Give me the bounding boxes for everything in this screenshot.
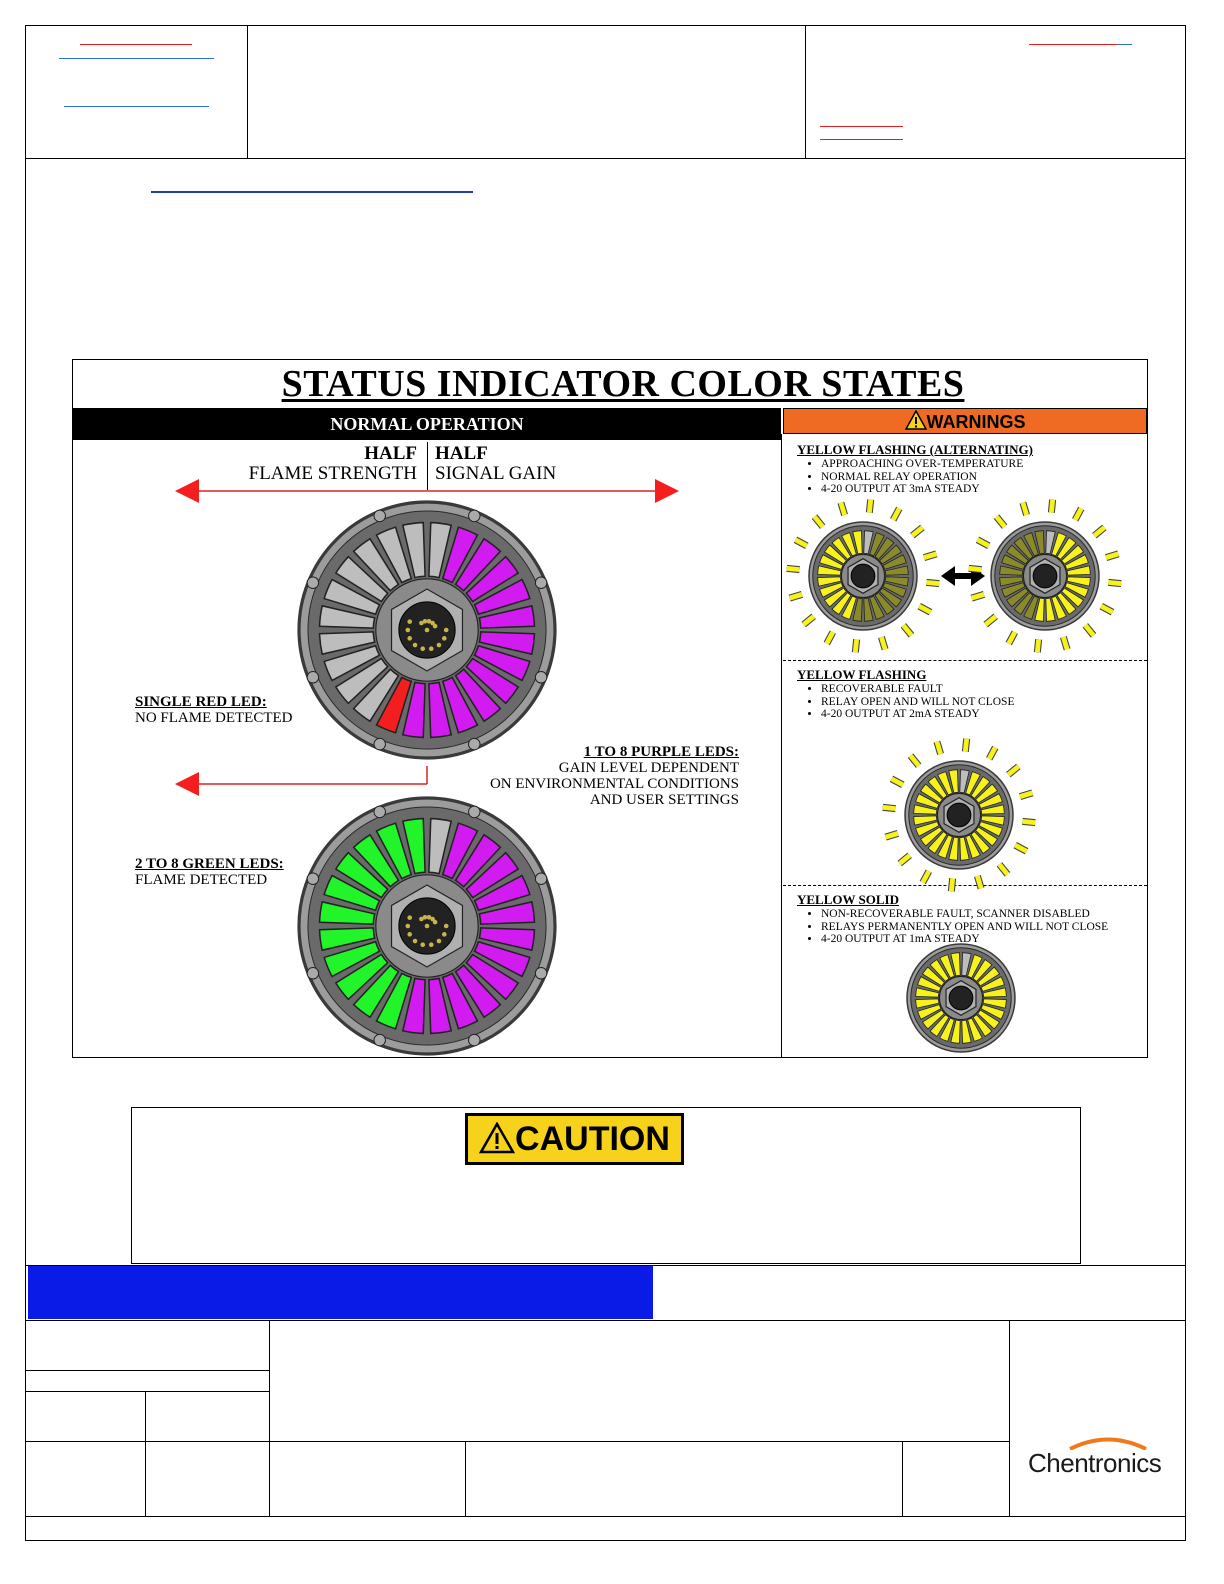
caution-box	[131, 1107, 1081, 1264]
warning-item: • RELAY OPEN AND WILL NOT CLOSE	[821, 696, 1142, 709]
caution-badge	[465, 1113, 684, 1165]
light-ray	[855, 639, 856, 652]
titleblock-line	[269, 1320, 270, 1516]
green-led-title: 2 TO 8 GREEN LEDS:	[135, 856, 284, 872]
connector-pin	[413, 939, 418, 944]
light-ray	[804, 616, 814, 624]
light-ray	[883, 807, 896, 808]
connector-pin	[423, 619, 428, 624]
green-led-text: FLAME DETECTED	[135, 872, 268, 888]
scanner-yellow-flashing	[883, 739, 1036, 892]
light-ray	[891, 779, 902, 785]
warning-item: • APPROACHING OVER-TEMPERATURE	[821, 458, 1142, 471]
scanner-flame-detected	[299, 798, 555, 1054]
purple-led-line: ON ENVIRONMENTAL CONDITIONS	[489, 776, 739, 792]
connector-pin	[420, 942, 425, 947]
light-ray	[893, 508, 899, 519]
warning-item: • 4-20 OUTPUT AT 1mA STEADY	[821, 933, 1142, 946]
half-left-text: FLAME STRENGTH	[248, 463, 417, 484]
warning-item: • 4-20 OUTPUT AT 3mA STEADY	[821, 483, 1142, 496]
light-ray	[996, 517, 1004, 527]
purple-led-line: GAIN LEVEL DEPENDENT	[558, 760, 739, 776]
warning-item: • NORMAL RELAY OPERATION	[821, 471, 1142, 484]
light-ray	[903, 625, 911, 635]
scanner-yellow-solid	[907, 944, 1015, 1052]
screw	[307, 968, 319, 980]
green-led-label	[135, 856, 335, 888]
half-left-bold: HALF	[364, 443, 417, 464]
header-divider	[25, 158, 1186, 159]
light-ray	[910, 756, 918, 766]
green-arrow	[175, 766, 427, 796]
light-ray	[977, 540, 988, 546]
section-link-underline	[151, 191, 473, 193]
warning-item: • RECOVERABLE FAULT	[821, 683, 1142, 696]
light-ray	[787, 568, 800, 569]
warnings-header	[783, 408, 1147, 434]
light-ray	[965, 739, 966, 752]
connector-pin	[429, 646, 434, 651]
status-indicator-figure	[72, 359, 1148, 1058]
red-led-text: NO FLAME DETECTED	[135, 710, 293, 726]
titleblock-line	[902, 1441, 903, 1516]
connector	[851, 564, 875, 588]
warning-alternating	[797, 442, 1142, 496]
connector-pin	[407, 932, 412, 937]
screw	[535, 577, 547, 589]
connector-pin	[442, 636, 447, 641]
connector-pin	[425, 628, 430, 633]
warnings-graphic	[783, 490, 1147, 1058]
connector-pin	[407, 915, 412, 920]
purple-led-line: AND USER SETTINGS	[589, 792, 739, 808]
light-ray	[1101, 606, 1112, 612]
light-ray	[989, 747, 995, 758]
connector	[949, 986, 973, 1010]
light-ray	[900, 855, 910, 863]
connector-pin	[423, 915, 428, 920]
connector-pin	[433, 920, 438, 925]
light-ray	[1008, 766, 1018, 774]
scanner-no-flame	[299, 502, 555, 758]
light-ray	[1085, 625, 1093, 635]
warning-item: • NON-RECOVERABLE FAULT, SCANNER DISABLED	[821, 908, 1142, 921]
normal-operation-header: NORMAL OPERATION	[73, 408, 781, 440]
light-ray	[1108, 582, 1121, 583]
titleblock-line	[145, 1391, 146, 1516]
screw	[535, 968, 547, 980]
connector-pin	[442, 932, 447, 937]
light-ray	[986, 616, 996, 624]
warning-title: YELLOW FLASHING	[797, 667, 927, 682]
screw	[374, 738, 386, 750]
screw	[469, 1034, 481, 1046]
titleblock-line	[25, 1391, 269, 1392]
header-redline	[80, 44, 192, 45]
light-ray	[869, 500, 870, 513]
connector-pin	[405, 924, 410, 929]
connector	[1033, 564, 1057, 588]
logo-text: Chentronics	[1028, 1448, 1162, 1478]
header-redline	[820, 139, 903, 140]
red-led-title: SINGLE RED LED:	[135, 694, 267, 710]
titleblock-line	[1009, 1320, 1010, 1516]
warning-icon	[479, 1120, 515, 1166]
double-arrow	[175, 479, 679, 503]
light-ray	[1075, 508, 1081, 519]
titleblock-line	[25, 1265, 1186, 1266]
purple-led-title: 1 TO 8 PURPLE LEDS:	[583, 744, 739, 760]
light-ray	[969, 568, 982, 569]
light-ray	[827, 632, 833, 643]
light-ray	[951, 878, 952, 891]
screw	[307, 577, 319, 589]
light-ray	[1051, 500, 1052, 513]
titleblock-line	[25, 1516, 1186, 1517]
light-ray	[1009, 632, 1015, 643]
header-divider-right	[805, 25, 806, 158]
warnings-label: WARNINGS	[926, 412, 1026, 432]
warning-title: YELLOW SOLID	[797, 892, 899, 907]
header-blueline	[59, 58, 214, 59]
warning-icon	[905, 410, 927, 437]
half-right-bold: HALF	[435, 443, 488, 464]
connector-pin	[407, 619, 412, 624]
screw	[469, 510, 481, 522]
light-ray	[999, 864, 1007, 874]
caution-label: CAUTION	[515, 1120, 670, 1158]
connector-pin	[433, 624, 438, 629]
light-ray	[814, 517, 822, 527]
connector-pin	[405, 628, 410, 633]
connector-pin	[407, 636, 412, 641]
highlight-bar	[28, 1266, 653, 1319]
half-right-text: SIGNAL GAIN	[435, 463, 557, 484]
screw	[307, 672, 319, 684]
header-blueline	[64, 106, 209, 107]
header-redline	[1029, 44, 1117, 45]
figure-title: STATUS INDICATOR COLOR STATES	[281, 363, 965, 405]
connector-pin	[425, 924, 430, 929]
titleblock-line	[25, 1320, 1186, 1321]
screw	[374, 510, 386, 522]
red-led-label	[135, 694, 335, 726]
titleblock-line	[465, 1441, 466, 1516]
purple-led-label	[453, 744, 739, 808]
screw	[535, 672, 547, 684]
screw	[535, 873, 547, 885]
light-ray	[1037, 639, 1038, 652]
connector	[947, 803, 971, 827]
connector-pin	[437, 939, 442, 944]
light-ray	[1015, 845, 1026, 851]
connector-pin	[420, 646, 425, 651]
light-ray	[923, 871, 929, 882]
scanner-yellow-alternating-a	[787, 500, 940, 653]
connector-pin	[444, 924, 449, 929]
header-divider-left	[247, 25, 248, 158]
warning-title: YELLOW FLASHING (ALTERNATING)	[797, 442, 1033, 457]
titleblock-line	[25, 1370, 269, 1371]
header-blueline	[1117, 44, 1132, 45]
company-logo	[1028, 1438, 1168, 1480]
connector-pin	[444, 628, 449, 633]
connector-pin	[429, 942, 434, 947]
screw	[374, 806, 386, 818]
light-ray	[795, 540, 806, 546]
figure-separator	[781, 434, 782, 1058]
light-ray	[1094, 527, 1104, 535]
header-redline	[820, 126, 903, 127]
scanner-yellow-alternating-b	[969, 500, 1122, 653]
light-ray	[912, 527, 922, 535]
warning-item: • 4-20 OUTPUT AT 2mA STEADY	[821, 708, 1142, 721]
light-ray	[1022, 821, 1035, 822]
screw	[374, 1034, 386, 1046]
light-ray	[926, 582, 939, 583]
light-ray	[919, 606, 930, 612]
connector-pin	[413, 643, 418, 648]
titleblock-line	[25, 1441, 1010, 1442]
warning-item: • RELAYS PERMANENTLY OPEN AND WILL NOT CLOSE	[821, 921, 1142, 934]
connector-pin	[437, 643, 442, 648]
